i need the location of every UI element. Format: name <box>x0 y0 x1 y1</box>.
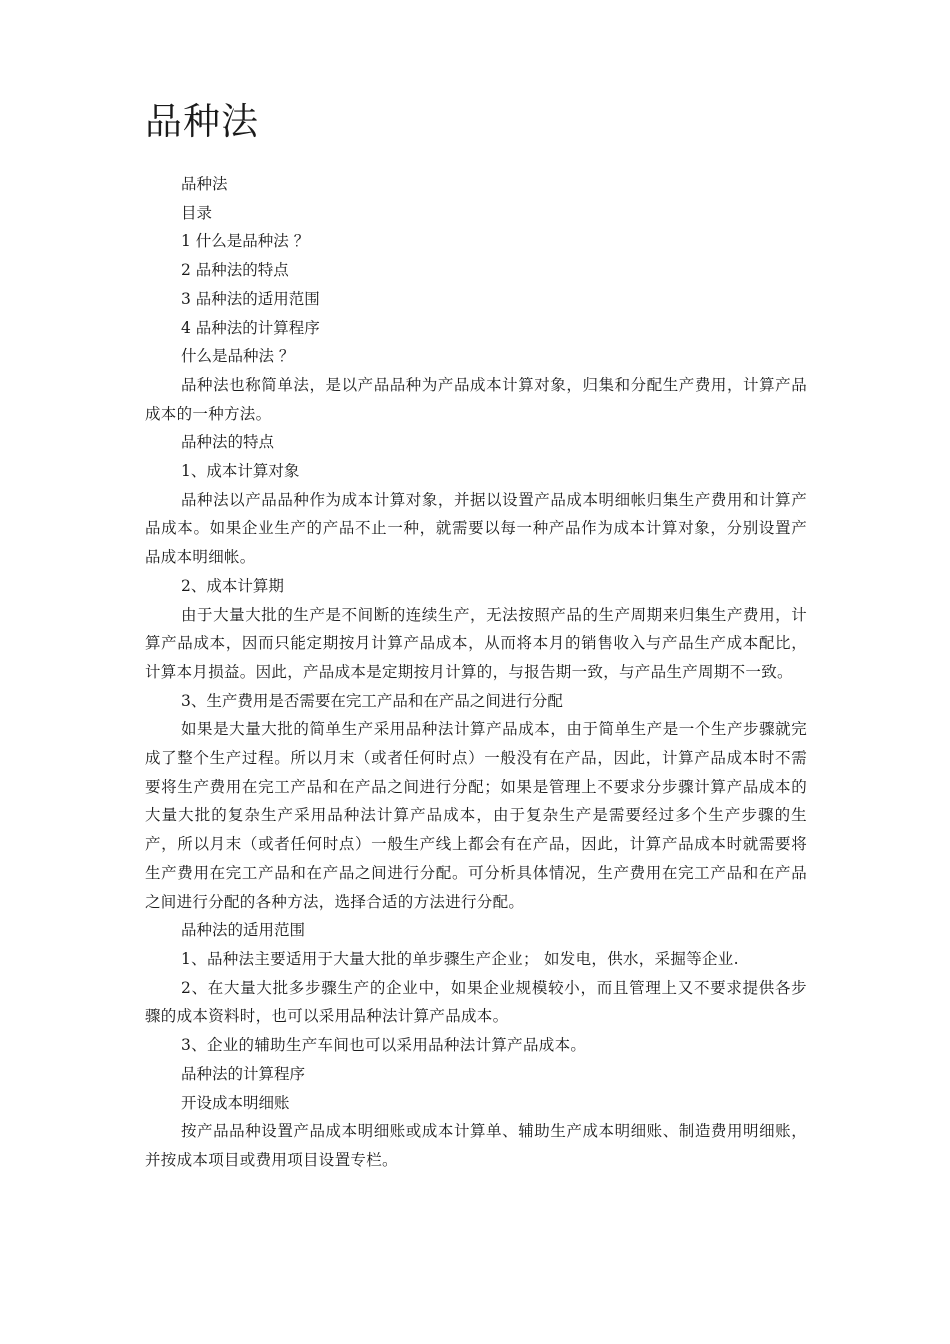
document-page <box>145 96 807 1175</box>
toc-heading: 目录 <box>181 203 213 222</box>
paragraph-scope-2: 2、在大量大批多步骤生产的企业中，如果企业规模较小，而且管理上又不要求提供各步骤的成本资料时，也可以采用品种法计算产品成本。 <box>145 978 807 1026</box>
paragraph-definition: 品种法也称简单法，是以产品品种为产品成本计算对象，归集和分配生产费用，计算产品成本的一种方法。 <box>145 375 807 423</box>
toc-item-3: 3 品种法的适用范围 <box>181 289 320 308</box>
subheading-open-accounts: 开设成本明细账 <box>181 1093 290 1112</box>
paragraph-scope-1: 1、品种法主要适用于大量大批的单步骤生产企业； 如发电，供水，采掘等企业. <box>181 949 739 968</box>
paragraph-open-accounts: 按产品品种设置产品成本明细账或成本计算单、辅助生产成本明细账、制造费用明细账，并按成本项目或费用项目设置专栏。 <box>145 1122 807 1169</box>
paragraph-allocation: 如果是大量大批的简单生产采用品种法计算产品成本，由于简单生产是一个生产步骤就完成了整个生产过程。所以月末（或者任何时点）一般没有在产品，因此，计算产品成本时不需要将生产费用在完工产品和在产品之间进行分配；如果是管理上不要求分步骤计算产品成本的大量大批的复杂生产采用品种法计算产品成本，由于复杂生产是需要经过多个生产步骤的生产，所以月末（或者任何时点）一般生产线上都会有在产品，因此，计算产品成本时就需要将生产费用在完工产品和在产品之间进行分配。可分析具体情况，生产费用在完工产品和在产品之间进行分配的各种方法，选择合适的方法进行分配。 <box>145 720 807 911</box>
paragraph-cost-period: 由于大量大批的生产是不间断的连续生产，无法按照产品的生产周期来归集生产费用，计算产品成本，因而只能定期按月计算产品成本，从而将本月的销售收入与产品生产成本配比，计算本月损益。因此，产品成本是定期按月计算的，与报告期一致，与产品生产周期不一致。 <box>145 605 807 681</box>
toc-item-1: 1 什么是品种法 ？ <box>181 232 310 251</box>
subheading-cost-object: 1、成本计算对象 <box>181 462 300 481</box>
document-title: 品种法 <box>145 100 259 143</box>
heading-pinzhongfa: 品种法 <box>181 175 228 193</box>
section-heading-procedure: 品种法的计算程序 <box>181 1064 306 1083</box>
subheading-allocation: 3、生产费用是否需要在完工产品和在产品之间进行分配 <box>181 691 563 710</box>
section-heading-features: 品种法的特点 <box>181 433 275 452</box>
paragraph-scope-3: 3、企业的辅助生产车间也可以采用品种法计算产品成本。 <box>181 1036 587 1055</box>
toc-item-2: 2 品种法的特点 <box>181 261 289 280</box>
toc-item-4: 4 品种法的计算程序 <box>181 318 320 337</box>
section-heading-definition: 什么是品种法 ？ <box>181 347 295 366</box>
section-heading-scope: 品种法的适用范围 <box>181 921 306 940</box>
paragraph-cost-object: 品种法以产品品种作为成本计算对象，并据以设置产品成本明细帐归集生产费用和计算产品成本。如果企业生产的产品不止一种，就需要以每一种产品作为成本计算对象，分别设置产品成本明细帐。 <box>145 490 807 567</box>
subheading-cost-period: 2、成本计算期 <box>181 576 284 595</box>
